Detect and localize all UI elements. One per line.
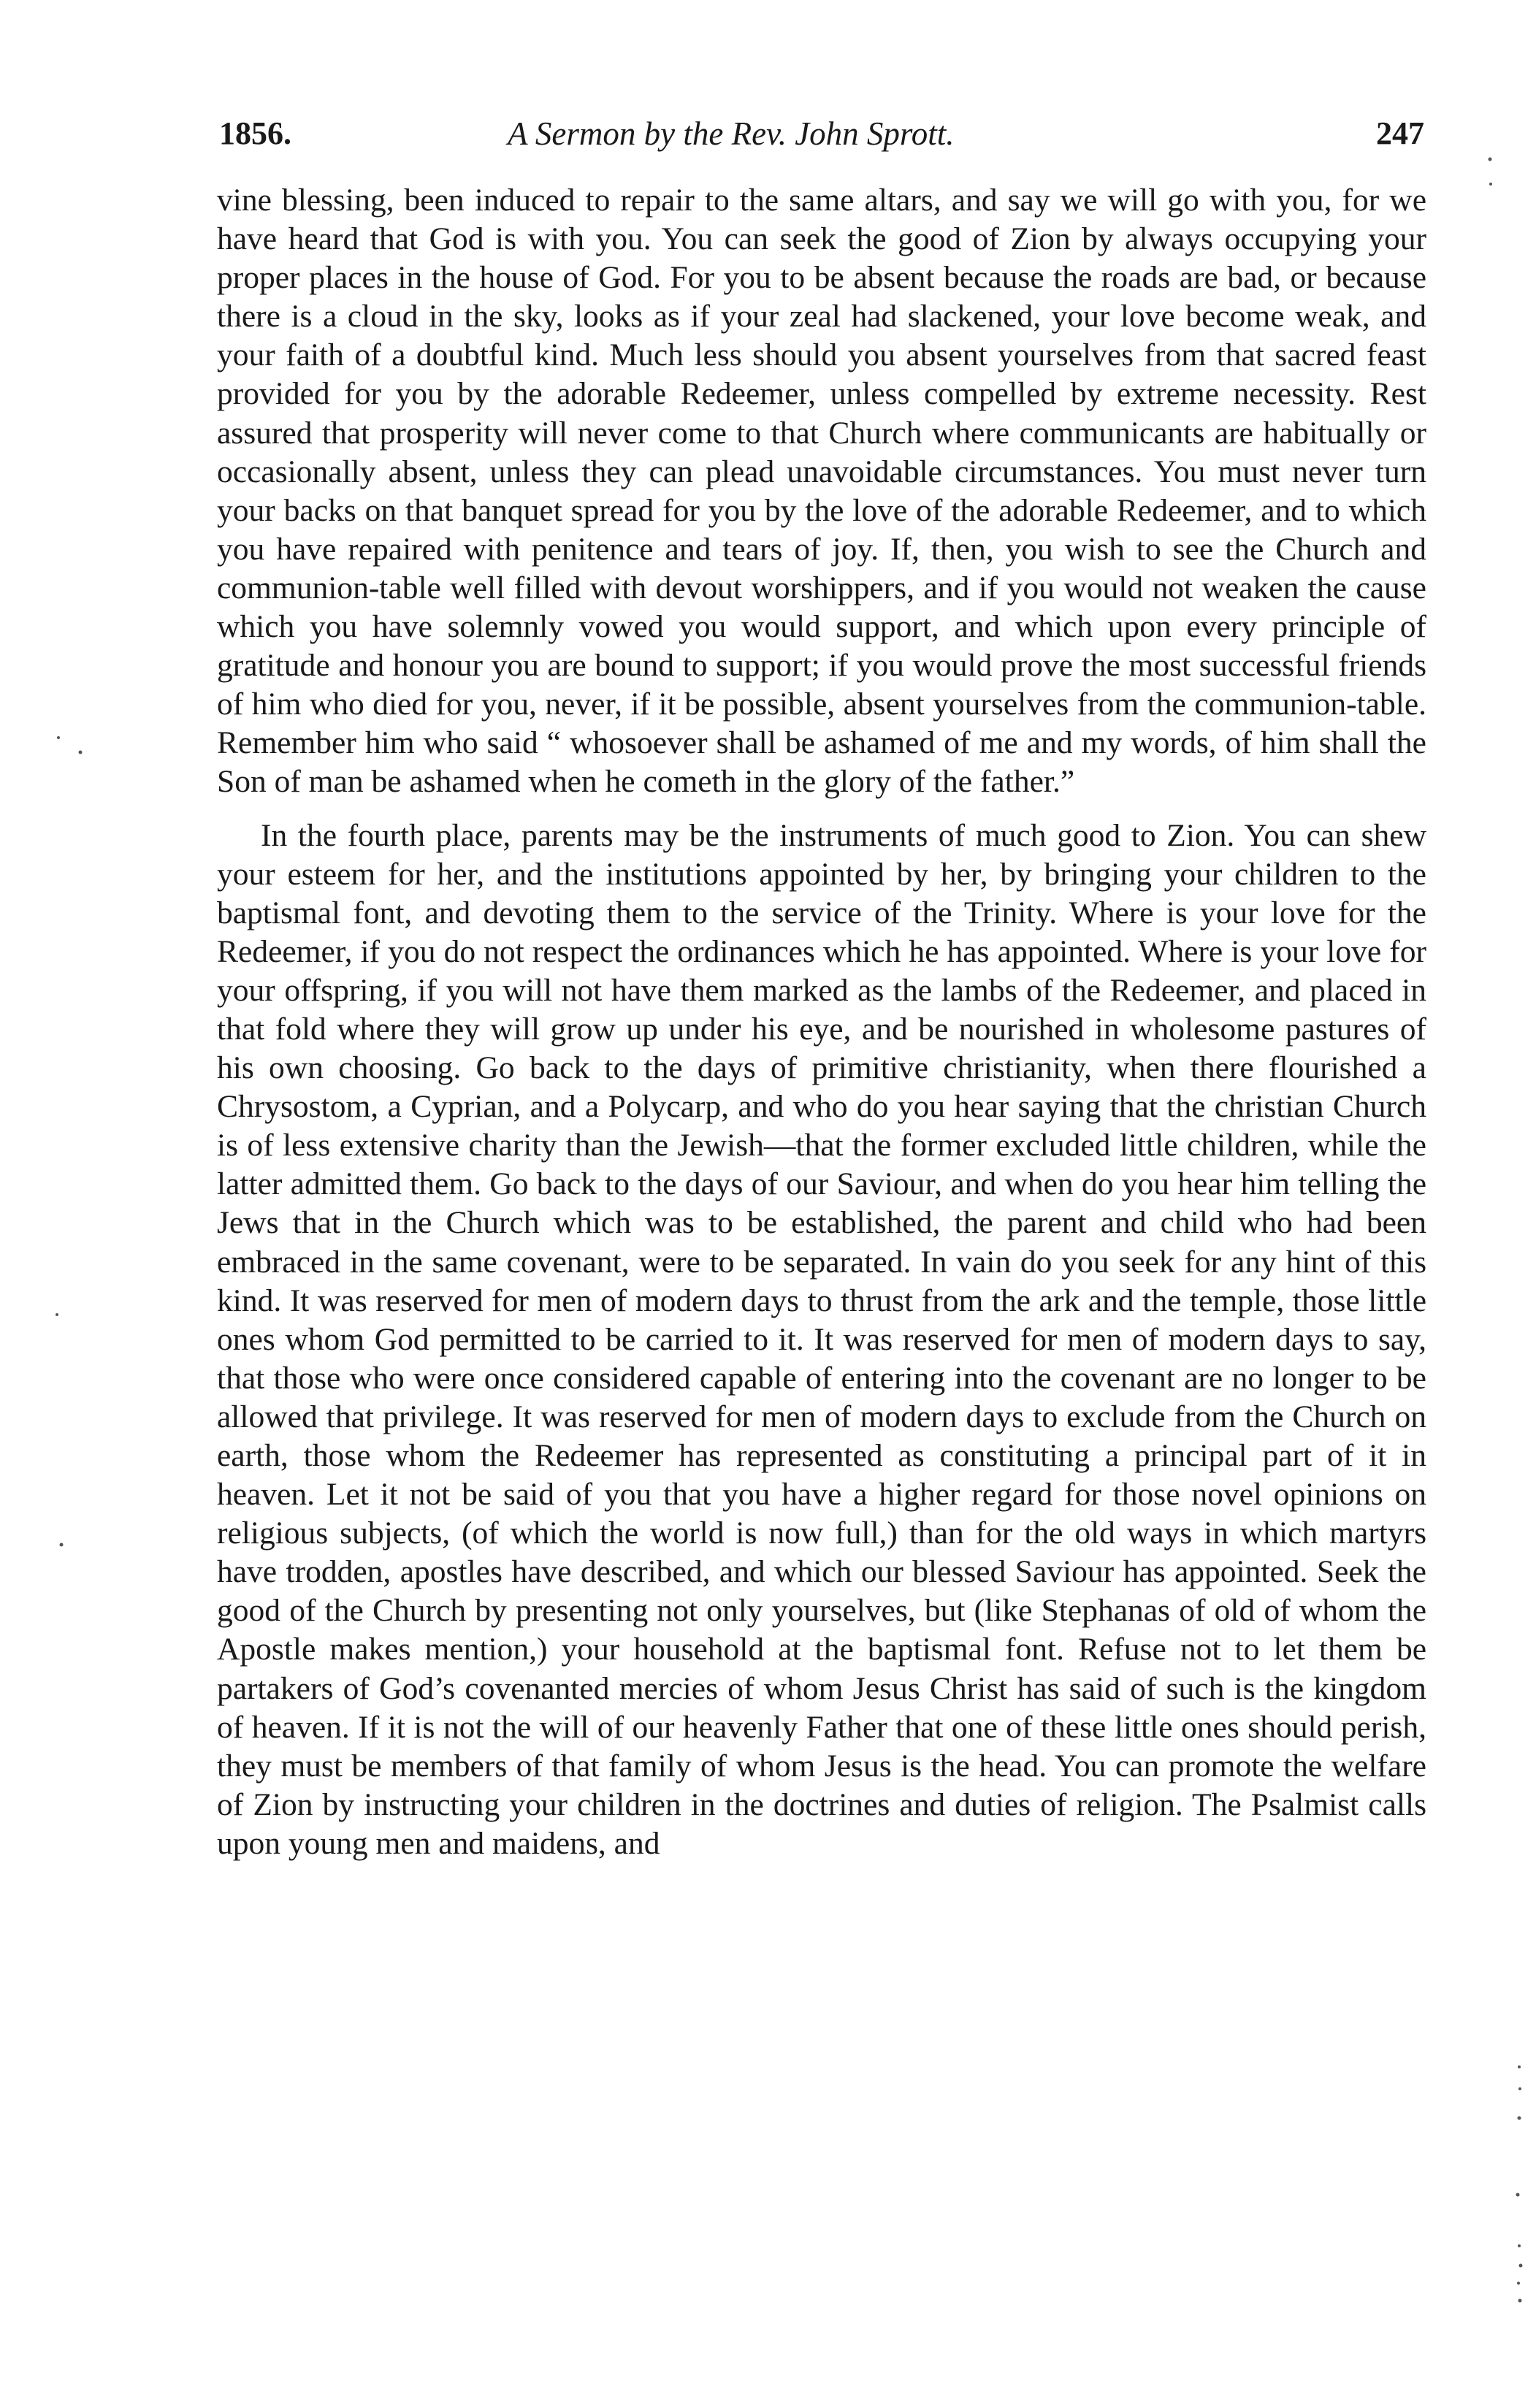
speck xyxy=(56,1313,58,1316)
speck xyxy=(1518,2087,1521,2090)
speck xyxy=(1518,2244,1521,2247)
speck xyxy=(1518,2117,1521,2120)
header-year: 1856. xyxy=(219,115,291,151)
running-head xyxy=(219,108,1424,159)
speck xyxy=(1489,183,1492,186)
header-title: A Sermon by the Rev. John Sprott. xyxy=(508,115,955,152)
speck xyxy=(1518,2299,1522,2303)
speck xyxy=(79,751,83,754)
paragraph-2: In the fourth place, parents may be the instruments of much good to Zion. You can shew your esteem for her, and the institutions appointed by her, by bringing your children to the baptismal font, and devoting them to the service of the Trinity. Where is your love for the Redeemer, if you do not respect the ordinances which he has appointed. Where is your love for your offspring, if you will not have them marked as the lambs of the Redeemer, and placed in that fold where they will grow up under his eye, and be nourished in wholesome pastures of his own choosing. Go back to the days of primitive christianity, when there flourished a Chrysostom, a Cyprian, and a Polycarp, and who do you hear saying that the christian Church is of less extensive charity than the Jewish—that the former excluded little children, while the latter admitted them. Go back to the days of our Saviour, and when do you hear him telling the Jews that in the Church which was to be established, the parent and child who had been embraced in the same covenant, were to be separated. In vain do you seek for any hint of this kind. It was reserved for men of modern days to thrust from the ark and the temple, those little ones whom God permitted to be carried to it. It was reserved for men of modern days to say, that those who were once considered capable of entering into the covenant are no longer to be allowed that privilege. It was reserved for men of modern days to exclude from the Church on earth, those whom the Redeemer has represented as constituting a principal part of it in heaven. Let it not be said of you that you have a higher regard for those novel opinions on religious subjects, (of which the world is now full,) than for the old ways in which martyrs have trodden, apostles have described, and which our blessed Saviour has appointed. Seek the good of the Church by presenting not only yourselves, but (like Stephanas of old of whom the Apostle makes mention,) your household at the baptismal font. Refuse not to let them be partakers of God’s covenanted mercies of whom Jesus Christ has said of such is the kingdom of heaven. If it is not the will of our heavenly Father that one of these little ones should perish, they must be members of that family of whom Jesus is the head. You can promote the welfare of Zion by instructing your children in the doctrines and duties of religion. The Psalmist calls upon young men and maidens, and xyxy=(217,817,1426,1861)
speck xyxy=(57,736,60,739)
page-number: 247 xyxy=(1376,115,1424,151)
speck xyxy=(60,1543,64,1547)
body-text xyxy=(217,181,1426,1863)
speck xyxy=(1518,2065,1521,2068)
speck xyxy=(1516,2193,1520,2197)
speck xyxy=(1519,2264,1523,2268)
speck xyxy=(1517,2282,1520,2285)
paragraph-1: vine blessing, been induced to repair to the same altars, and say we will go with you, for we have heard that God is with you. You can seek the good of Zion by always occupying your proper places in the house of God. For you to be absent because the roads are bad, or because there is a cloud in the sky, looks as if your zeal had slackened, your love become weak, and your faith of a doubtful kind. Much less should you absent yourselves from that sacred feast provided for you by the adorable Redeemer, unless compelled by extreme necessity. Rest assured that prosperity will never come to that Church where communicants are habitually or occasionally absent, unless they can plead unavoidable circumstances. You must never turn your backs on that banquet spread for you by the love of the adorable Redeemer, and to which you have repaired with penitence and tears of joy. If, then, you wish to see the Church and communion-table well filled with devout worshippers, and if you would not weaken the cause which you have solemnly vowed you would support, and which upon every principle of gratitude and honour you are bound to support; if you would prove the most successful friends of him who died for you, never, if it be possible, absent yourselves from the communion-table. Remember him who said “ whosoever shall be ashamed of me and my words, of him shall the Son of man be ashamed when he cometh in the glory of the father.” xyxy=(217,183,1426,800)
speck xyxy=(1489,158,1492,161)
